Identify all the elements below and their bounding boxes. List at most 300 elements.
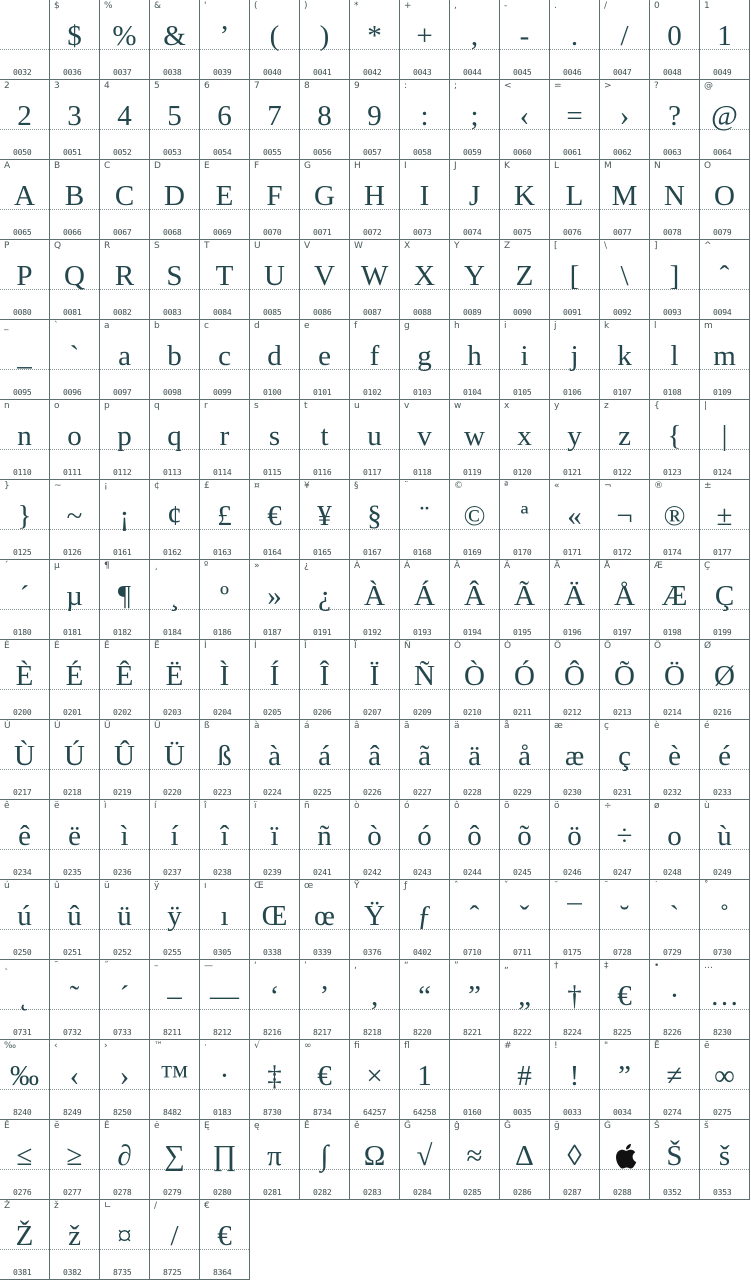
glyph-cell	[600, 800, 650, 880]
glyph-cell	[650, 1120, 700, 1200]
glyph-label: ¢	[154, 481, 160, 491]
glyph-code: 0381	[13, 1268, 32, 1277]
glyph-code: 0249	[713, 868, 732, 877]
glyph-cell	[100, 720, 150, 800]
glyph-sample: À	[364, 580, 385, 612]
glyph-cell	[450, 880, 500, 960]
glyph-code: 0170	[513, 548, 532, 557]
glyph-sample: ¿	[318, 580, 331, 612]
glyph-label: ã	[404, 721, 410, 731]
glyph-label: õ	[504, 801, 510, 811]
glyph-label: ê	[4, 801, 10, 811]
glyph-cell	[50, 160, 100, 240]
glyph-sample: 2	[17, 100, 32, 132]
glyph-cell	[50, 880, 100, 960]
glyph-cell	[200, 880, 250, 960]
glyph-label: √	[254, 1041, 260, 1051]
glyph-code: 0200	[13, 708, 32, 717]
glyph-cell	[350, 1120, 400, 1200]
glyph-label: ∞	[304, 1041, 312, 1051]
glyph-label: X	[404, 241, 411, 251]
glyph-sample: ∑	[164, 1140, 185, 1172]
glyph-cell	[400, 800, 450, 880]
glyph-code: 8240	[13, 1108, 32, 1117]
glyph-sample: 8	[317, 100, 332, 132]
glyph-code: 0160	[463, 1108, 482, 1117]
glyph-cell	[300, 720, 350, 800]
glyph-cell	[550, 80, 600, 160]
glyph-label: ÷	[604, 801, 612, 811]
glyph-code: 0114	[213, 468, 232, 477]
glyph-label: _	[4, 321, 9, 331]
glyph-code: 0275	[713, 1108, 732, 1117]
glyph-cell	[650, 320, 700, 400]
glyph-cell	[350, 800, 400, 880]
glyph-sample: +	[416, 20, 433, 52]
glyph-code: 0074	[463, 228, 482, 237]
glyph-label: P	[4, 241, 10, 251]
glyph-sample: Ì	[219, 660, 230, 692]
glyph-cell	[350, 320, 400, 400]
glyph-cell	[650, 640, 700, 720]
glyph-code: 8725	[163, 1268, 182, 1277]
glyph-label: â	[354, 721, 360, 731]
glyph-code: 0246	[563, 868, 582, 877]
glyph-code: 0239	[263, 868, 282, 877]
glyph-code: 0402	[413, 948, 432, 957]
glyph-cell	[150, 1200, 200, 1280]
glyph-label: ›	[104, 1041, 108, 1051]
glyph-label: Ÿ	[354, 881, 360, 891]
glyph-code: 0711	[513, 948, 532, 957]
glyph-sample: B	[64, 180, 85, 212]
glyph-code: 8482	[163, 1108, 182, 1117]
glyph-cell	[400, 880, 450, 960]
glyph-sample: 6	[217, 100, 232, 132]
glyph-cell	[450, 560, 500, 640]
glyph-sample: ı	[220, 900, 229, 932]
glyph-label: Ä	[554, 561, 561, 571]
glyph-label: ¯	[554, 881, 559, 891]
glyph-code: 0206	[313, 708, 332, 717]
glyph-code: 0046	[563, 68, 582, 77]
glyph-code: 0211	[513, 708, 532, 717]
glyph-code: 0064	[713, 148, 732, 157]
glyph-cell	[100, 1040, 150, 1120]
glyph-label: ¶	[104, 561, 110, 571]
glyph-code: 0102	[363, 388, 382, 397]
glyph-label: ö	[554, 801, 560, 811]
glyph-label: 3	[54, 81, 60, 91]
glyph-sample: 3	[67, 100, 82, 132]
glyph-sample: c	[218, 340, 231, 372]
glyph-label: '	[204, 1, 207, 11]
glyph-code: 0174	[663, 548, 682, 557]
glyph-cell	[150, 1120, 200, 1200]
glyph-cell	[250, 720, 300, 800]
glyph-code: 0236	[113, 868, 132, 877]
glyph-cell	[600, 640, 650, 720]
glyph-cell	[550, 640, 600, 720]
glyph-cell	[700, 160, 750, 240]
glyph-code: 0161	[113, 548, 132, 557]
glyph-label: ÿ	[154, 881, 160, 891]
glyph-code: 0060	[513, 148, 532, 157]
glyph-label: Ē	[654, 1041, 660, 1051]
glyph-sample: ˆ	[469, 900, 480, 932]
glyph-sample: N	[664, 180, 685, 212]
glyph-cell	[500, 560, 550, 640]
glyph-label: ´	[4, 561, 9, 571]
glyph-label: Û	[104, 721, 111, 731]
glyph-cell	[100, 1200, 150, 1280]
glyph-cell	[500, 640, 550, 720]
glyph-cell	[400, 400, 450, 480]
glyph-label: 0	[654, 1, 660, 11]
glyph-code: 0238	[213, 868, 232, 877]
glyph-code: 0083	[163, 308, 182, 317]
glyph-sample: ›	[619, 100, 630, 132]
glyph-label: ¬	[604, 481, 612, 491]
glyph-code: 8734	[313, 1108, 332, 1117]
glyph-sample: ‚	[369, 980, 380, 1012]
glyph-label: ˜	[54, 961, 59, 971]
glyph-code: 0121	[563, 468, 582, 477]
glyph-cell	[400, 480, 450, 560]
glyph-label: |	[704, 401, 708, 411]
glyph-cell	[450, 400, 500, 480]
glyph-code: 8217	[313, 1028, 332, 1037]
glyph-cell	[450, 960, 500, 1040]
glyph-cell	[500, 240, 550, 320]
glyph-sample: Ü	[164, 740, 185, 772]
glyph-sample: 1	[717, 20, 732, 52]
glyph-code: 0079	[713, 228, 732, 237]
glyph-sample: e	[318, 340, 331, 372]
glyph-code: 0070	[263, 228, 282, 237]
glyph-label: µ	[54, 561, 60, 571]
glyph-cell	[500, 0, 550, 80]
glyph-label: Q	[54, 241, 62, 251]
glyph-sample: ï	[270, 820, 279, 852]
glyph-sample: ˚	[719, 900, 730, 932]
glyph-label: ğ	[554, 1121, 560, 1131]
glyph-cell	[200, 1200, 250, 1280]
glyph-sample: d	[267, 340, 282, 372]
glyph-sample: T	[215, 260, 234, 292]
glyph-sample: $	[67, 20, 82, 52]
glyph-label: Ü	[154, 721, 161, 731]
glyph-code: 0101	[313, 388, 332, 397]
glyph-code: 0276	[13, 1188, 32, 1197]
glyph-code: 0216	[713, 708, 732, 717]
glyph-code: 0053	[163, 148, 182, 157]
glyph-sample: á	[318, 740, 331, 772]
glyph-sample: €	[617, 980, 632, 1012]
glyph-sample: ü	[117, 900, 132, 932]
glyph-cell	[250, 160, 300, 240]
glyph-label: b	[154, 321, 160, 331]
glyph-cell	[500, 880, 550, 960]
glyph-label: \	[604, 241, 608, 251]
glyph-sample: Ï	[369, 660, 380, 692]
glyph-code: 0035	[513, 1108, 532, 1117]
glyph-sample: ∏	[212, 1140, 237, 1172]
glyph-label: F	[254, 161, 260, 171]
glyph-label: ˙	[654, 881, 659, 891]
glyph-sample: ≠	[666, 1060, 683, 1092]
glyph-label: q	[154, 401, 160, 411]
glyph-cell	[0, 880, 50, 960]
glyph-sample: j	[570, 340, 579, 372]
glyph-code: 0229	[513, 788, 532, 797]
glyph-sample: ÷	[616, 820, 633, 852]
glyph-label: E	[204, 161, 210, 171]
glyph-label: í	[154, 801, 157, 811]
glyph-cell	[450, 1040, 500, 1120]
glyph-sample: }	[17, 500, 32, 532]
glyph-label: è	[654, 721, 660, 731]
glyph-cell	[200, 560, 250, 640]
glyph-sample: »	[267, 580, 282, 612]
glyph-sample: ì	[120, 820, 129, 852]
glyph-code: 0284	[413, 1188, 432, 1197]
glyph-code: 0250	[13, 948, 32, 957]
glyph-code: 0251	[63, 948, 82, 957]
glyph-cell	[650, 560, 700, 640]
glyph-sample: Â	[464, 580, 485, 612]
glyph-label: A	[4, 161, 11, 171]
glyph-label: ô	[454, 801, 460, 811]
glyph-label: ó	[404, 801, 410, 811]
glyph-cell	[400, 160, 450, 240]
glyph-cell	[200, 640, 250, 720]
glyph-sample: ’	[319, 980, 330, 1012]
glyph-label: Ñ	[404, 641, 411, 651]
glyph-label: B	[54, 161, 61, 171]
glyph-label: æ	[554, 721, 563, 731]
glyph-sample: 7	[267, 100, 282, 132]
glyph-cell	[200, 320, 250, 400]
glyph-cell	[150, 240, 200, 320]
glyph-label: ü	[104, 881, 110, 891]
glyph-code: 0248	[663, 868, 682, 877]
glyph-code: 0099	[213, 388, 232, 397]
glyph-cell	[450, 240, 500, 320]
glyph-label: Ġ	[604, 1121, 611, 1131]
glyph-sample: g	[417, 340, 432, 372]
glyph-code: 0177	[713, 548, 732, 557]
glyph-sample: W	[360, 260, 389, 292]
glyph-sample: Ñ	[414, 660, 435, 692]
glyph-cell	[250, 640, 300, 720]
glyph-sample: ]	[669, 260, 680, 292]
glyph-label: k	[604, 321, 610, 331]
glyph-label: /	[604, 1, 608, 11]
glyph-label: ė	[154, 1121, 160, 1131]
glyph-cell	[150, 0, 200, 80]
glyph-code: 0092	[613, 308, 632, 317]
glyph-label: Ė	[104, 1121, 110, 1131]
glyph-code: 0169	[463, 548, 482, 557]
glyph-label: ‘	[254, 961, 257, 971]
glyph-code: 0168	[413, 548, 432, 557]
glyph-cell	[400, 960, 450, 1040]
glyph-code: 0202	[113, 708, 132, 717]
glyph-sample: ≤	[16, 1140, 33, 1172]
glyph-code: 0171	[563, 548, 582, 557]
glyph-code: 0235	[63, 868, 82, 877]
glyph-cell	[500, 160, 550, 240]
glyph-label: ¤	[254, 481, 260, 491]
glyph-cell	[700, 1040, 750, 1120]
glyph-code: 0165	[313, 548, 332, 557]
glyph-code: 0175	[563, 948, 582, 957]
glyph-cell	[200, 480, 250, 560]
glyph-cell	[0, 0, 50, 80]
glyph-cell	[550, 960, 600, 1040]
glyph-cell	[650, 160, 700, 240]
glyph-sample: Œ	[261, 900, 288, 932]
glyph-sample: ◊	[567, 1140, 582, 1172]
glyph-sample: Δ	[515, 1140, 534, 1172]
glyph-label: Í	[254, 641, 257, 651]
glyph-code: 0081	[63, 308, 82, 317]
glyph-label: 2	[4, 81, 10, 91]
glyph-code: 0162	[163, 548, 182, 557]
glyph-sample: ÿ	[167, 900, 182, 932]
glyph-code: 0353	[713, 1188, 732, 1197]
glyph-cell	[400, 240, 450, 320]
glyph-code: 0212	[563, 708, 582, 717]
glyph-cell	[450, 720, 500, 800]
glyph-sample: ”	[468, 980, 481, 1012]
glyph-code: 0213	[613, 708, 632, 717]
glyph-sample: ¤	[117, 1220, 132, 1252]
glyph-sample: ‹	[519, 100, 530, 132]
glyph-cell	[250, 880, 300, 960]
glyph-sample: ≥	[66, 1140, 83, 1172]
glyph-sample: €	[267, 500, 282, 532]
glyph-label: §	[354, 481, 359, 491]
glyph-code: 0084	[213, 308, 232, 317]
glyph-sample: ‰	[10, 1060, 39, 1092]
glyph-cell	[150, 640, 200, 720]
glyph-cell	[250, 240, 300, 320]
glyph-cell	[300, 640, 350, 720]
glyph-label: p	[104, 401, 110, 411]
glyph-code: 0085	[263, 308, 282, 317]
glyph-label: (	[254, 1, 258, 11]
glyph-code: 0274	[663, 1108, 682, 1117]
glyph-code: 0088	[413, 308, 432, 317]
glyph-cell	[650, 880, 700, 960]
glyph-label: ì	[104, 801, 107, 811]
glyph-cell	[0, 1040, 50, 1120]
glyph-code: 0032	[13, 68, 32, 77]
glyph-sample: i	[520, 340, 529, 372]
glyph-code: 0731	[13, 1028, 32, 1037]
glyph-code: 0220	[163, 788, 182, 797]
glyph-label: i	[504, 321, 507, 331]
glyph-code: 0106	[563, 388, 582, 397]
glyph-sample: Ó	[514, 660, 535, 692]
glyph-code: 0288	[613, 1188, 632, 1197]
glyph-sample: v	[417, 420, 432, 452]
glyph-code: 0193	[413, 628, 432, 637]
glyph-cell	[450, 160, 500, 240]
glyph-code: 0054	[213, 148, 232, 157]
glyph-cell	[50, 1120, 100, 1200]
glyph-code: 0287	[563, 1188, 582, 1197]
glyph-cell	[150, 480, 200, 560]
glyph-label: ĝ	[454, 1121, 460, 1131]
glyph-code: 0195	[513, 628, 532, 637]
glyph-sample: U	[264, 260, 285, 292]
glyph-code: 0038	[163, 68, 182, 77]
glyph-cell	[0, 160, 50, 240]
glyph-code: 0255	[163, 948, 182, 957]
glyph-code: 0730	[713, 948, 732, 957]
glyph-label: h	[454, 321, 460, 331]
glyph-cell	[600, 1040, 650, 1120]
glyph-code: 0230	[563, 788, 582, 797]
glyph-cell	[200, 240, 250, 320]
glyph-code: 0223	[213, 788, 232, 797]
glyph-label: L	[554, 161, 560, 171]
glyph-sample: Z	[515, 260, 534, 292]
glyph-sample: Ú	[64, 740, 85, 772]
glyph-cell	[50, 800, 100, 880]
glyph-label: Ø	[704, 641, 712, 651]
glyph-code: 0047	[613, 68, 632, 77]
glyph-code: 0075	[513, 228, 532, 237]
glyph-cell	[550, 160, 600, 240]
glyph-code: 0164	[263, 548, 282, 557]
glyph-label: )	[304, 1, 308, 11]
glyph-label: “	[404, 961, 409, 971]
glyph-cell	[650, 0, 700, 80]
glyph-label: >	[604, 81, 612, 91]
glyph-sample: ‹	[69, 1060, 80, 1092]
glyph-label: {	[654, 401, 660, 411]
glyph-sample: E	[215, 180, 234, 212]
glyph-label: ,	[454, 1, 457, 11]
glyph-sample: Í	[269, 660, 280, 692]
glyph-code: 0376	[363, 948, 382, 957]
glyph-label: ‡	[604, 961, 609, 971]
glyph-sample: f	[369, 340, 380, 372]
glyph-sample: _	[17, 340, 32, 372]
glyph-sample: ã	[418, 740, 431, 772]
glyph-cell	[550, 320, 600, 400]
glyph-code: 0204	[213, 708, 232, 717]
glyph-cell	[300, 400, 350, 480]
glyph-sample: D	[164, 180, 185, 212]
glyph-cell	[50, 80, 100, 160]
glyph-sample: ±	[716, 500, 733, 532]
glyph-sample: ˛	[19, 980, 30, 1012]
glyph-sample: h	[467, 340, 482, 372]
glyph-sample: €	[317, 1060, 332, 1092]
glyph-code: 0123	[663, 468, 682, 477]
glyph-sample: ›	[119, 1060, 130, 1092]
glyph-sample: r	[219, 420, 230, 452]
baseline-guide	[450, 1089, 499, 1090]
glyph-label: "	[604, 1041, 609, 1051]
glyph-cell	[100, 0, 150, 80]
glyph-label: ˇ	[504, 881, 509, 891]
